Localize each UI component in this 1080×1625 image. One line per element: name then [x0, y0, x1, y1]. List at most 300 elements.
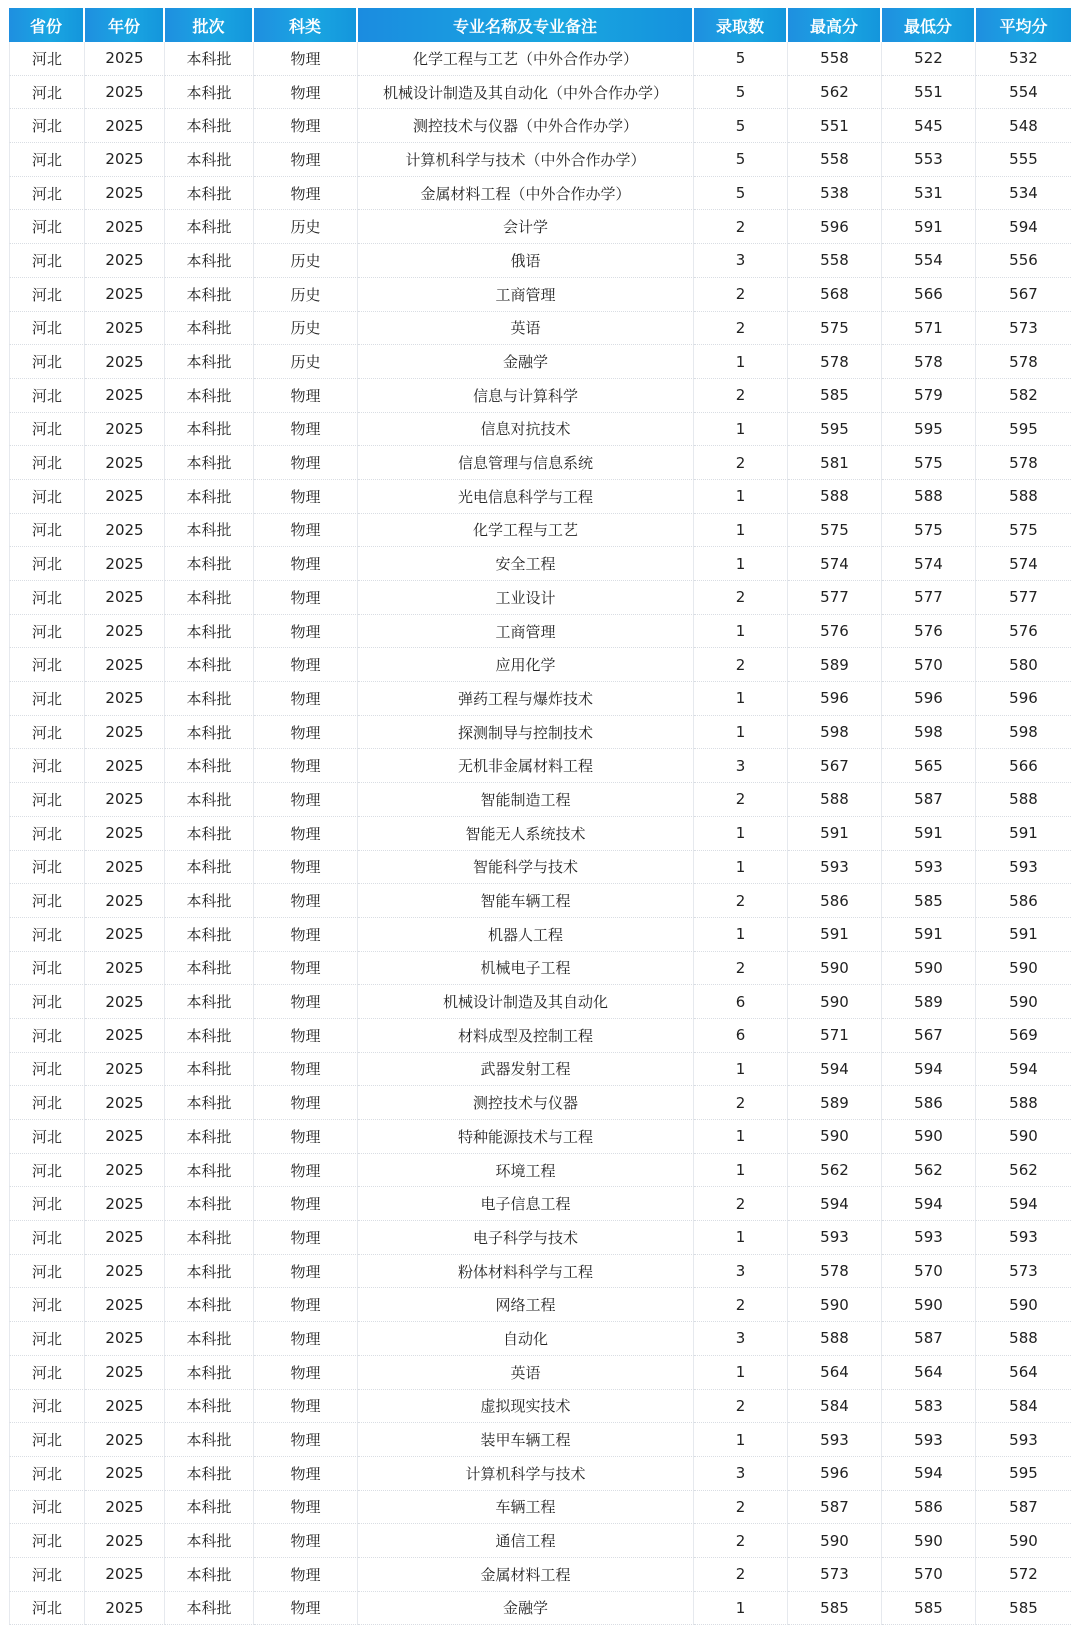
cell-min-score: 570 [882, 648, 976, 682]
cell-max-score: 594 [788, 1187, 882, 1221]
table-row [9, 345, 1071, 379]
cell-min-score: 578 [882, 345, 976, 379]
header-max-score: 最高分 [788, 8, 882, 42]
cell-batch: 本科批 [165, 783, 254, 817]
cell-year: 2025 [85, 1390, 165, 1424]
cell-subject: 物理 [254, 413, 358, 447]
cell-year: 2025 [85, 1457, 165, 1491]
cell-major: 材料成型及控制工程 [358, 1019, 694, 1053]
cell-year: 2025 [85, 682, 165, 716]
cell-province: 河北 [9, 716, 85, 750]
table-row [9, 1221, 1071, 1255]
cell-subject: 物理 [254, 985, 358, 1019]
cell-year: 2025 [85, 109, 165, 143]
cell-max-score: 586 [788, 884, 882, 918]
cell-batch: 本科批 [165, 42, 254, 76]
cell-province: 河北 [9, 1524, 85, 1558]
cell-avg-score: 578 [976, 345, 1071, 379]
cell-avg-score: 593 [976, 1221, 1071, 1255]
cell-max-score: 584 [788, 1390, 882, 1424]
cell-batch: 本科批 [165, 1356, 254, 1390]
cell-admitted-count: 2 [694, 278, 788, 312]
cell-year: 2025 [85, 1154, 165, 1188]
cell-province: 河北 [9, 547, 85, 581]
cell-major: 装甲车辆工程 [358, 1423, 694, 1457]
cell-max-score: 588 [788, 480, 882, 514]
cell-avg-score: 584 [976, 1390, 1071, 1424]
cell-subject: 物理 [254, 1187, 358, 1221]
cell-admitted-count: 3 [694, 244, 788, 278]
table-row [9, 446, 1071, 480]
cell-province: 河北 [9, 42, 85, 76]
cell-min-score: 554 [882, 244, 976, 278]
cell-year: 2025 [85, 1491, 165, 1525]
cell-year: 2025 [85, 817, 165, 851]
cell-max-score: 596 [788, 682, 882, 716]
cell-avg-score: 596 [976, 682, 1071, 716]
cell-avg-score: 574 [976, 547, 1071, 581]
cell-province: 河北 [9, 1356, 85, 1390]
table-header [9, 8, 1071, 42]
cell-subject: 物理 [254, 1423, 358, 1457]
cell-major: 应用化学 [358, 648, 694, 682]
cell-batch: 本科批 [165, 1524, 254, 1558]
cell-major: 无机非金属材料工程 [358, 749, 694, 783]
cell-province: 河北 [9, 952, 85, 986]
cell-subject: 物理 [254, 817, 358, 851]
cell-avg-score: 590 [976, 952, 1071, 986]
cell-min-score: 553 [882, 143, 976, 177]
cell-min-score: 587 [882, 783, 976, 817]
cell-batch: 本科批 [165, 952, 254, 986]
cell-min-score: 593 [882, 1423, 976, 1457]
cell-avg-score: 593 [976, 851, 1071, 885]
cell-subject: 历史 [254, 244, 358, 278]
cell-min-score: 598 [882, 716, 976, 750]
cell-max-score: 590 [788, 952, 882, 986]
cell-major: 自动化 [358, 1322, 694, 1356]
cell-min-score: 596 [882, 682, 976, 716]
cell-subject: 物理 [254, 42, 358, 76]
cell-subject: 物理 [254, 379, 358, 413]
cell-min-score: 574 [882, 547, 976, 581]
cell-min-score: 522 [882, 42, 976, 76]
cell-avg-score: 575 [976, 514, 1071, 548]
cell-min-score: 594 [882, 1187, 976, 1221]
cell-major: 英语 [358, 312, 694, 346]
cell-major: 环境工程 [358, 1154, 694, 1188]
table-row [9, 1558, 1071, 1592]
cell-batch: 本科批 [165, 1322, 254, 1356]
cell-subject: 物理 [254, 1288, 358, 1322]
cell-min-score: 590 [882, 1120, 976, 1154]
cell-batch: 本科批 [165, 210, 254, 244]
cell-min-score: 575 [882, 514, 976, 548]
cell-year: 2025 [85, 1019, 165, 1053]
cell-min-score: 579 [882, 379, 976, 413]
cell-province: 河北 [9, 480, 85, 514]
cell-max-score: 590 [788, 1288, 882, 1322]
cell-major: 工商管理 [358, 278, 694, 312]
header-major: 专业名称及专业备注 [358, 8, 694, 42]
cell-avg-score: 582 [976, 379, 1071, 413]
cell-max-score: 590 [788, 1524, 882, 1558]
cell-min-score: 593 [882, 851, 976, 885]
table-row [9, 177, 1071, 211]
cell-min-score: 590 [882, 952, 976, 986]
cell-major: 机械设计制造及其自动化 [358, 985, 694, 1019]
cell-min-score: 591 [882, 817, 976, 851]
cell-max-score: 578 [788, 345, 882, 379]
cell-avg-score: 594 [976, 1053, 1071, 1087]
cell-admitted-count: 5 [694, 177, 788, 211]
cell-min-score: 589 [882, 985, 976, 1019]
cell-major: 测控技术与仪器 [358, 1086, 694, 1120]
cell-admitted-count: 2 [694, 1558, 788, 1592]
cell-max-score: 568 [788, 278, 882, 312]
cell-min-score: 585 [882, 884, 976, 918]
cell-admitted-count: 2 [694, 446, 788, 480]
cell-province: 河北 [9, 76, 85, 110]
table-row [9, 716, 1071, 750]
cell-admitted-count: 1 [694, 413, 788, 447]
cell-province: 河北 [9, 615, 85, 649]
table-row [9, 143, 1071, 177]
cell-province: 河北 [9, 581, 85, 615]
cell-avg-score: 567 [976, 278, 1071, 312]
cell-admitted-count: 5 [694, 109, 788, 143]
cell-subject: 物理 [254, 1154, 358, 1188]
cell-max-score: 558 [788, 143, 882, 177]
cell-major: 金属材料工程 [358, 1558, 694, 1592]
cell-subject: 物理 [254, 1053, 358, 1087]
cell-major: 智能无人系统技术 [358, 817, 694, 851]
cell-major: 化学工程与工艺（中外合作办学） [358, 42, 694, 76]
cell-min-score: 570 [882, 1255, 976, 1289]
header-year: 年份 [85, 8, 165, 42]
cell-major: 探测制导与控制技术 [358, 716, 694, 750]
cell-admitted-count: 1 [694, 817, 788, 851]
table-body [9, 42, 1071, 1625]
cell-max-score: 577 [788, 581, 882, 615]
table-row [9, 547, 1071, 581]
cell-avg-score: 595 [976, 413, 1071, 447]
cell-major: 武器发射工程 [358, 1053, 694, 1087]
cell-max-score: 593 [788, 851, 882, 885]
cell-province: 河北 [9, 884, 85, 918]
cell-subject: 物理 [254, 514, 358, 548]
cell-max-score: 587 [788, 1491, 882, 1525]
cell-avg-score: 580 [976, 648, 1071, 682]
admission-scores-table-container [9, 8, 1071, 1625]
cell-province: 河北 [9, 1592, 85, 1625]
cell-major: 智能科学与技术 [358, 851, 694, 885]
table-row [9, 1491, 1071, 1525]
table-row [9, 1423, 1071, 1457]
cell-admitted-count: 6 [694, 985, 788, 1019]
cell-admitted-count: 2 [694, 1491, 788, 1525]
cell-batch: 本科批 [165, 682, 254, 716]
table-row [9, 1390, 1071, 1424]
cell-batch: 本科批 [165, 1221, 254, 1255]
cell-avg-score: 572 [976, 1558, 1071, 1592]
cell-max-score: 558 [788, 244, 882, 278]
cell-province: 河北 [9, 143, 85, 177]
header-min-score: 最低分 [882, 8, 976, 42]
table-row [9, 615, 1071, 649]
cell-province: 河北 [9, 177, 85, 211]
cell-min-score: 567 [882, 1019, 976, 1053]
cell-batch: 本科批 [165, 648, 254, 682]
cell-year: 2025 [85, 1592, 165, 1625]
cell-admitted-count: 2 [694, 581, 788, 615]
cell-province: 河北 [9, 783, 85, 817]
cell-year: 2025 [85, 547, 165, 581]
table-row [9, 312, 1071, 346]
cell-year: 2025 [85, 345, 165, 379]
cell-avg-score: 594 [976, 210, 1071, 244]
cell-major: 车辆工程 [358, 1491, 694, 1525]
cell-year: 2025 [85, 1255, 165, 1289]
cell-batch: 本科批 [165, 918, 254, 952]
table-row [9, 1288, 1071, 1322]
cell-subject: 物理 [254, 682, 358, 716]
cell-major: 电子科学与技术 [358, 1221, 694, 1255]
cell-admitted-count: 2 [694, 1187, 788, 1221]
cell-admitted-count: 1 [694, 1423, 788, 1457]
cell-subject: 物理 [254, 1086, 358, 1120]
cell-max-score: 595 [788, 413, 882, 447]
cell-max-score: 589 [788, 648, 882, 682]
cell-major: 英语 [358, 1356, 694, 1390]
cell-min-score: 591 [882, 210, 976, 244]
cell-major: 机器人工程 [358, 918, 694, 952]
table-row [9, 648, 1071, 682]
cell-year: 2025 [85, 76, 165, 110]
cell-province: 河北 [9, 1255, 85, 1289]
cell-major: 特种能源技术与工程 [358, 1120, 694, 1154]
cell-major: 电子信息工程 [358, 1187, 694, 1221]
cell-min-score: 545 [882, 109, 976, 143]
cell-year: 2025 [85, 42, 165, 76]
cell-major: 计算机科学与技术 [358, 1457, 694, 1491]
cell-avg-score: 585 [976, 1592, 1071, 1625]
cell-province: 河北 [9, 1288, 85, 1322]
cell-batch: 本科批 [165, 143, 254, 177]
cell-admitted-count: 3 [694, 1255, 788, 1289]
cell-year: 2025 [85, 1120, 165, 1154]
cell-subject: 物理 [254, 143, 358, 177]
cell-major: 虚拟现实技术 [358, 1390, 694, 1424]
cell-avg-score: 587 [976, 1491, 1071, 1525]
cell-max-score: 585 [788, 379, 882, 413]
cell-min-score: 590 [882, 1288, 976, 1322]
cell-batch: 本科批 [165, 1019, 254, 1053]
cell-major: 智能制造工程 [358, 783, 694, 817]
cell-subject: 物理 [254, 480, 358, 514]
cell-year: 2025 [85, 952, 165, 986]
cell-batch: 本科批 [165, 749, 254, 783]
cell-admitted-count: 1 [694, 1053, 788, 1087]
cell-max-score: 590 [788, 1120, 882, 1154]
cell-year: 2025 [85, 851, 165, 885]
cell-province: 河北 [9, 244, 85, 278]
cell-batch: 本科批 [165, 76, 254, 110]
table-row [9, 413, 1071, 447]
cell-subject: 物理 [254, 851, 358, 885]
cell-admitted-count: 1 [694, 1221, 788, 1255]
cell-year: 2025 [85, 1086, 165, 1120]
cell-min-score: 594 [882, 1457, 976, 1491]
cell-batch: 本科批 [165, 1086, 254, 1120]
cell-province: 河北 [9, 210, 85, 244]
cell-avg-score: 593 [976, 1423, 1071, 1457]
cell-province: 河北 [9, 413, 85, 447]
cell-major: 机械电子工程 [358, 952, 694, 986]
cell-province: 河北 [9, 1322, 85, 1356]
cell-avg-score: 554 [976, 76, 1071, 110]
cell-batch: 本科批 [165, 1288, 254, 1322]
cell-admitted-count: 2 [694, 1086, 788, 1120]
cell-province: 河北 [9, 851, 85, 885]
cell-province: 河北 [9, 345, 85, 379]
cell-province: 河北 [9, 648, 85, 682]
cell-max-score: 564 [788, 1356, 882, 1390]
cell-subject: 历史 [254, 278, 358, 312]
cell-subject: 物理 [254, 177, 358, 211]
table-row [9, 1187, 1071, 1221]
cell-admitted-count: 5 [694, 76, 788, 110]
cell-subject: 历史 [254, 312, 358, 346]
table-row [9, 379, 1071, 413]
cell-avg-score: 590 [976, 1120, 1071, 1154]
cell-province: 河北 [9, 985, 85, 1019]
cell-province: 河北 [9, 817, 85, 851]
cell-year: 2025 [85, 581, 165, 615]
cell-year: 2025 [85, 278, 165, 312]
cell-max-score: 562 [788, 1154, 882, 1188]
cell-province: 河北 [9, 1390, 85, 1424]
cell-admitted-count: 1 [694, 851, 788, 885]
cell-max-score: 598 [788, 716, 882, 750]
cell-major: 智能车辆工程 [358, 884, 694, 918]
cell-subject: 物理 [254, 109, 358, 143]
cell-admitted-count: 2 [694, 312, 788, 346]
cell-year: 2025 [85, 1558, 165, 1592]
cell-batch: 本科批 [165, 1120, 254, 1154]
cell-batch: 本科批 [165, 716, 254, 750]
cell-subject: 物理 [254, 884, 358, 918]
cell-avg-score: 586 [976, 884, 1071, 918]
cell-admitted-count: 1 [694, 1356, 788, 1390]
cell-admitted-count: 2 [694, 1288, 788, 1322]
cell-admitted-count: 2 [694, 379, 788, 413]
cell-admitted-count: 1 [694, 1154, 788, 1188]
cell-max-score: 576 [788, 615, 882, 649]
cell-batch: 本科批 [165, 244, 254, 278]
cell-max-score: 575 [788, 312, 882, 346]
cell-province: 河北 [9, 918, 85, 952]
cell-batch: 本科批 [165, 1154, 254, 1188]
cell-province: 河北 [9, 1019, 85, 1053]
table-row [9, 1086, 1071, 1120]
cell-major: 信息管理与信息系统 [358, 446, 694, 480]
cell-subject: 物理 [254, 446, 358, 480]
cell-subject: 物理 [254, 1120, 358, 1154]
cell-batch: 本科批 [165, 177, 254, 211]
cell-avg-score: 590 [976, 1288, 1071, 1322]
cell-avg-score: 562 [976, 1154, 1071, 1188]
table-row [9, 480, 1071, 514]
cell-year: 2025 [85, 1288, 165, 1322]
cell-batch: 本科批 [165, 446, 254, 480]
cell-batch: 本科批 [165, 581, 254, 615]
cell-major: 弹药工程与爆炸技术 [358, 682, 694, 716]
cell-year: 2025 [85, 210, 165, 244]
cell-batch: 本科批 [165, 1592, 254, 1625]
cell-batch: 本科批 [165, 884, 254, 918]
cell-batch: 本科批 [165, 1423, 254, 1457]
cell-batch: 本科批 [165, 413, 254, 447]
cell-avg-score: 588 [976, 1086, 1071, 1120]
header-admitted-count: 录取数 [694, 8, 788, 42]
cell-admitted-count: 5 [694, 42, 788, 76]
cell-year: 2025 [85, 884, 165, 918]
cell-major: 金属材料工程（中外合作办学） [358, 177, 694, 211]
cell-min-score: 551 [882, 76, 976, 110]
cell-admitted-count: 3 [694, 1322, 788, 1356]
cell-admitted-count: 1 [694, 918, 788, 952]
cell-major: 金融学 [358, 1592, 694, 1625]
cell-min-score: 571 [882, 312, 976, 346]
cell-min-score: 587 [882, 1322, 976, 1356]
cell-year: 2025 [85, 312, 165, 346]
cell-year: 2025 [85, 985, 165, 1019]
cell-max-score: 573 [788, 1558, 882, 1592]
cell-min-score: 586 [882, 1491, 976, 1525]
cell-major: 通信工程 [358, 1524, 694, 1558]
table-row [9, 1592, 1071, 1625]
cell-avg-score: 591 [976, 817, 1071, 851]
cell-admitted-count: 1 [694, 1120, 788, 1154]
cell-year: 2025 [85, 749, 165, 783]
cell-max-score: 571 [788, 1019, 882, 1053]
cell-min-score: 577 [882, 581, 976, 615]
cell-year: 2025 [85, 1187, 165, 1221]
cell-admitted-count: 2 [694, 783, 788, 817]
table-row [9, 1019, 1071, 1053]
cell-province: 河北 [9, 278, 85, 312]
cell-major: 信息对抗技术 [358, 413, 694, 447]
cell-subject: 物理 [254, 1592, 358, 1625]
cell-min-score: 564 [882, 1356, 976, 1390]
cell-year: 2025 [85, 379, 165, 413]
cell-max-score: 574 [788, 547, 882, 581]
table-row [9, 851, 1071, 885]
cell-province: 河北 [9, 514, 85, 548]
cell-avg-score: 564 [976, 1356, 1071, 1390]
cell-admitted-count: 2 [694, 648, 788, 682]
cell-province: 河北 [9, 1423, 85, 1457]
cell-major: 信息与计算科学 [358, 379, 694, 413]
cell-province: 河北 [9, 1053, 85, 1087]
cell-max-score: 581 [788, 446, 882, 480]
cell-avg-score: 598 [976, 716, 1071, 750]
cell-batch: 本科批 [165, 1255, 254, 1289]
cell-avg-score: 573 [976, 312, 1071, 346]
cell-max-score: 596 [788, 1457, 882, 1491]
cell-subject: 物理 [254, 1322, 358, 1356]
